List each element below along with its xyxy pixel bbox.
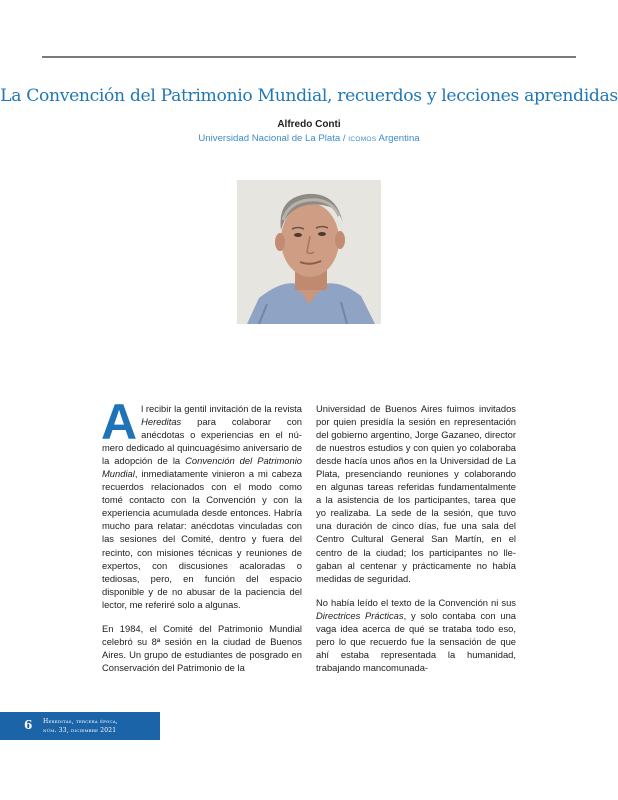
- header-rule: [42, 56, 576, 58]
- citation-line-1: Hereditas, tercera época,: [43, 718, 118, 725]
- journal-citation: [43, 717, 118, 735]
- text-run: para colaborar con anécdotas o experiencias en el número dedicado al quincuagésimo aniversario de la adopción de la: [102, 416, 302, 467]
- text-run: , y solo contaba con una vaga idea acerca de qué se trataba todo eso, pero lo que recuerdo fue la sensación de que ahí estaba representada la humanidad, trabajando mancomunada-: [316, 609, 516, 673]
- text-run: No había leído el texto de la Convención ni sus: [316, 596, 516, 608]
- citation-line-2: núm. 33, diciembre 2021: [43, 727, 117, 734]
- paragraph-2: En 1984, el Comité del Patrimonio Mundial celebró su 8ª sesión en la ciudad de Buenos Aires. Un grupo de estudiantes de posgrado en Conservación del Patrimonio de la: [102, 622, 302, 673]
- affiliation-org: ICOMOS: [348, 136, 377, 143]
- journal-name: Hereditas: [141, 416, 182, 428]
- text-run: l recibir la gentil invitación de la revista: [141, 403, 302, 414]
- page-number: 6: [24, 718, 33, 732]
- convention-name: Convención del Patrimonio Mundial: [102, 455, 303, 480]
- author-name: Alfredo Conti: [277, 119, 341, 130]
- drop-cap: A: [101, 394, 138, 450]
- paragraph-1: [101, 394, 303, 611]
- author-photo: [237, 180, 381, 324]
- paragraph-4: [316, 596, 516, 674]
- body-column-left: [101, 394, 303, 685]
- footer-bar: [0, 712, 160, 740]
- author-affiliation: [0, 133, 618, 144]
- author-portrait-icon: [237, 180, 381, 324]
- body-column-right: [316, 402, 516, 685]
- paragraph-3: Universidad de Buenos Aires fuimos invitados por quien presidía la sesión en representación del gobierno argentino, Jorge Gazaneo, director de nuestros estudios y con quien yo colaboraba desde hacía unos años en la Universidad de La Plata, presenciando reuniones y colaborando en algunas tareas referidas fundamentalmente a la asistencia de los participantes, tarea que yo realizaba. La sede de la sesión, que tuvo una duración de cinco días, fue una sala del Centro Cultural General San Martín, en el centro de la ciudad; los participantes no llegaban al centenar y prácticamente no había medidas de seguridad.: [316, 403, 516, 584]
- affiliation-country: Argentina: [376, 133, 420, 144]
- article-title: La Convención del Patrimonio Mundial, recuerdos y lecciones aprendidas: [0, 86, 618, 106]
- guidelines-name: Directrices Prácticas: [316, 609, 404, 621]
- text-run: , inmediatamente vinieron a mi cabeza recuerdos relacionados con el modo como tomé contacto con la Convención y con la experiencia acumulada desde entonces. Habría mucho para relatar: anécdotas vinculadas con las sesiones del Comité, dentro y fuera del recinto, con misiones técnicas y reuniones de expertos, con discusiones acaloradas o tediosas, pero, en función del espacio disponible y de no abusar de la paciencia del lector, me referiré solo a algunas.: [102, 468, 302, 610]
- affiliation-university: Universidad Nacional de La Plata /: [198, 133, 349, 144]
